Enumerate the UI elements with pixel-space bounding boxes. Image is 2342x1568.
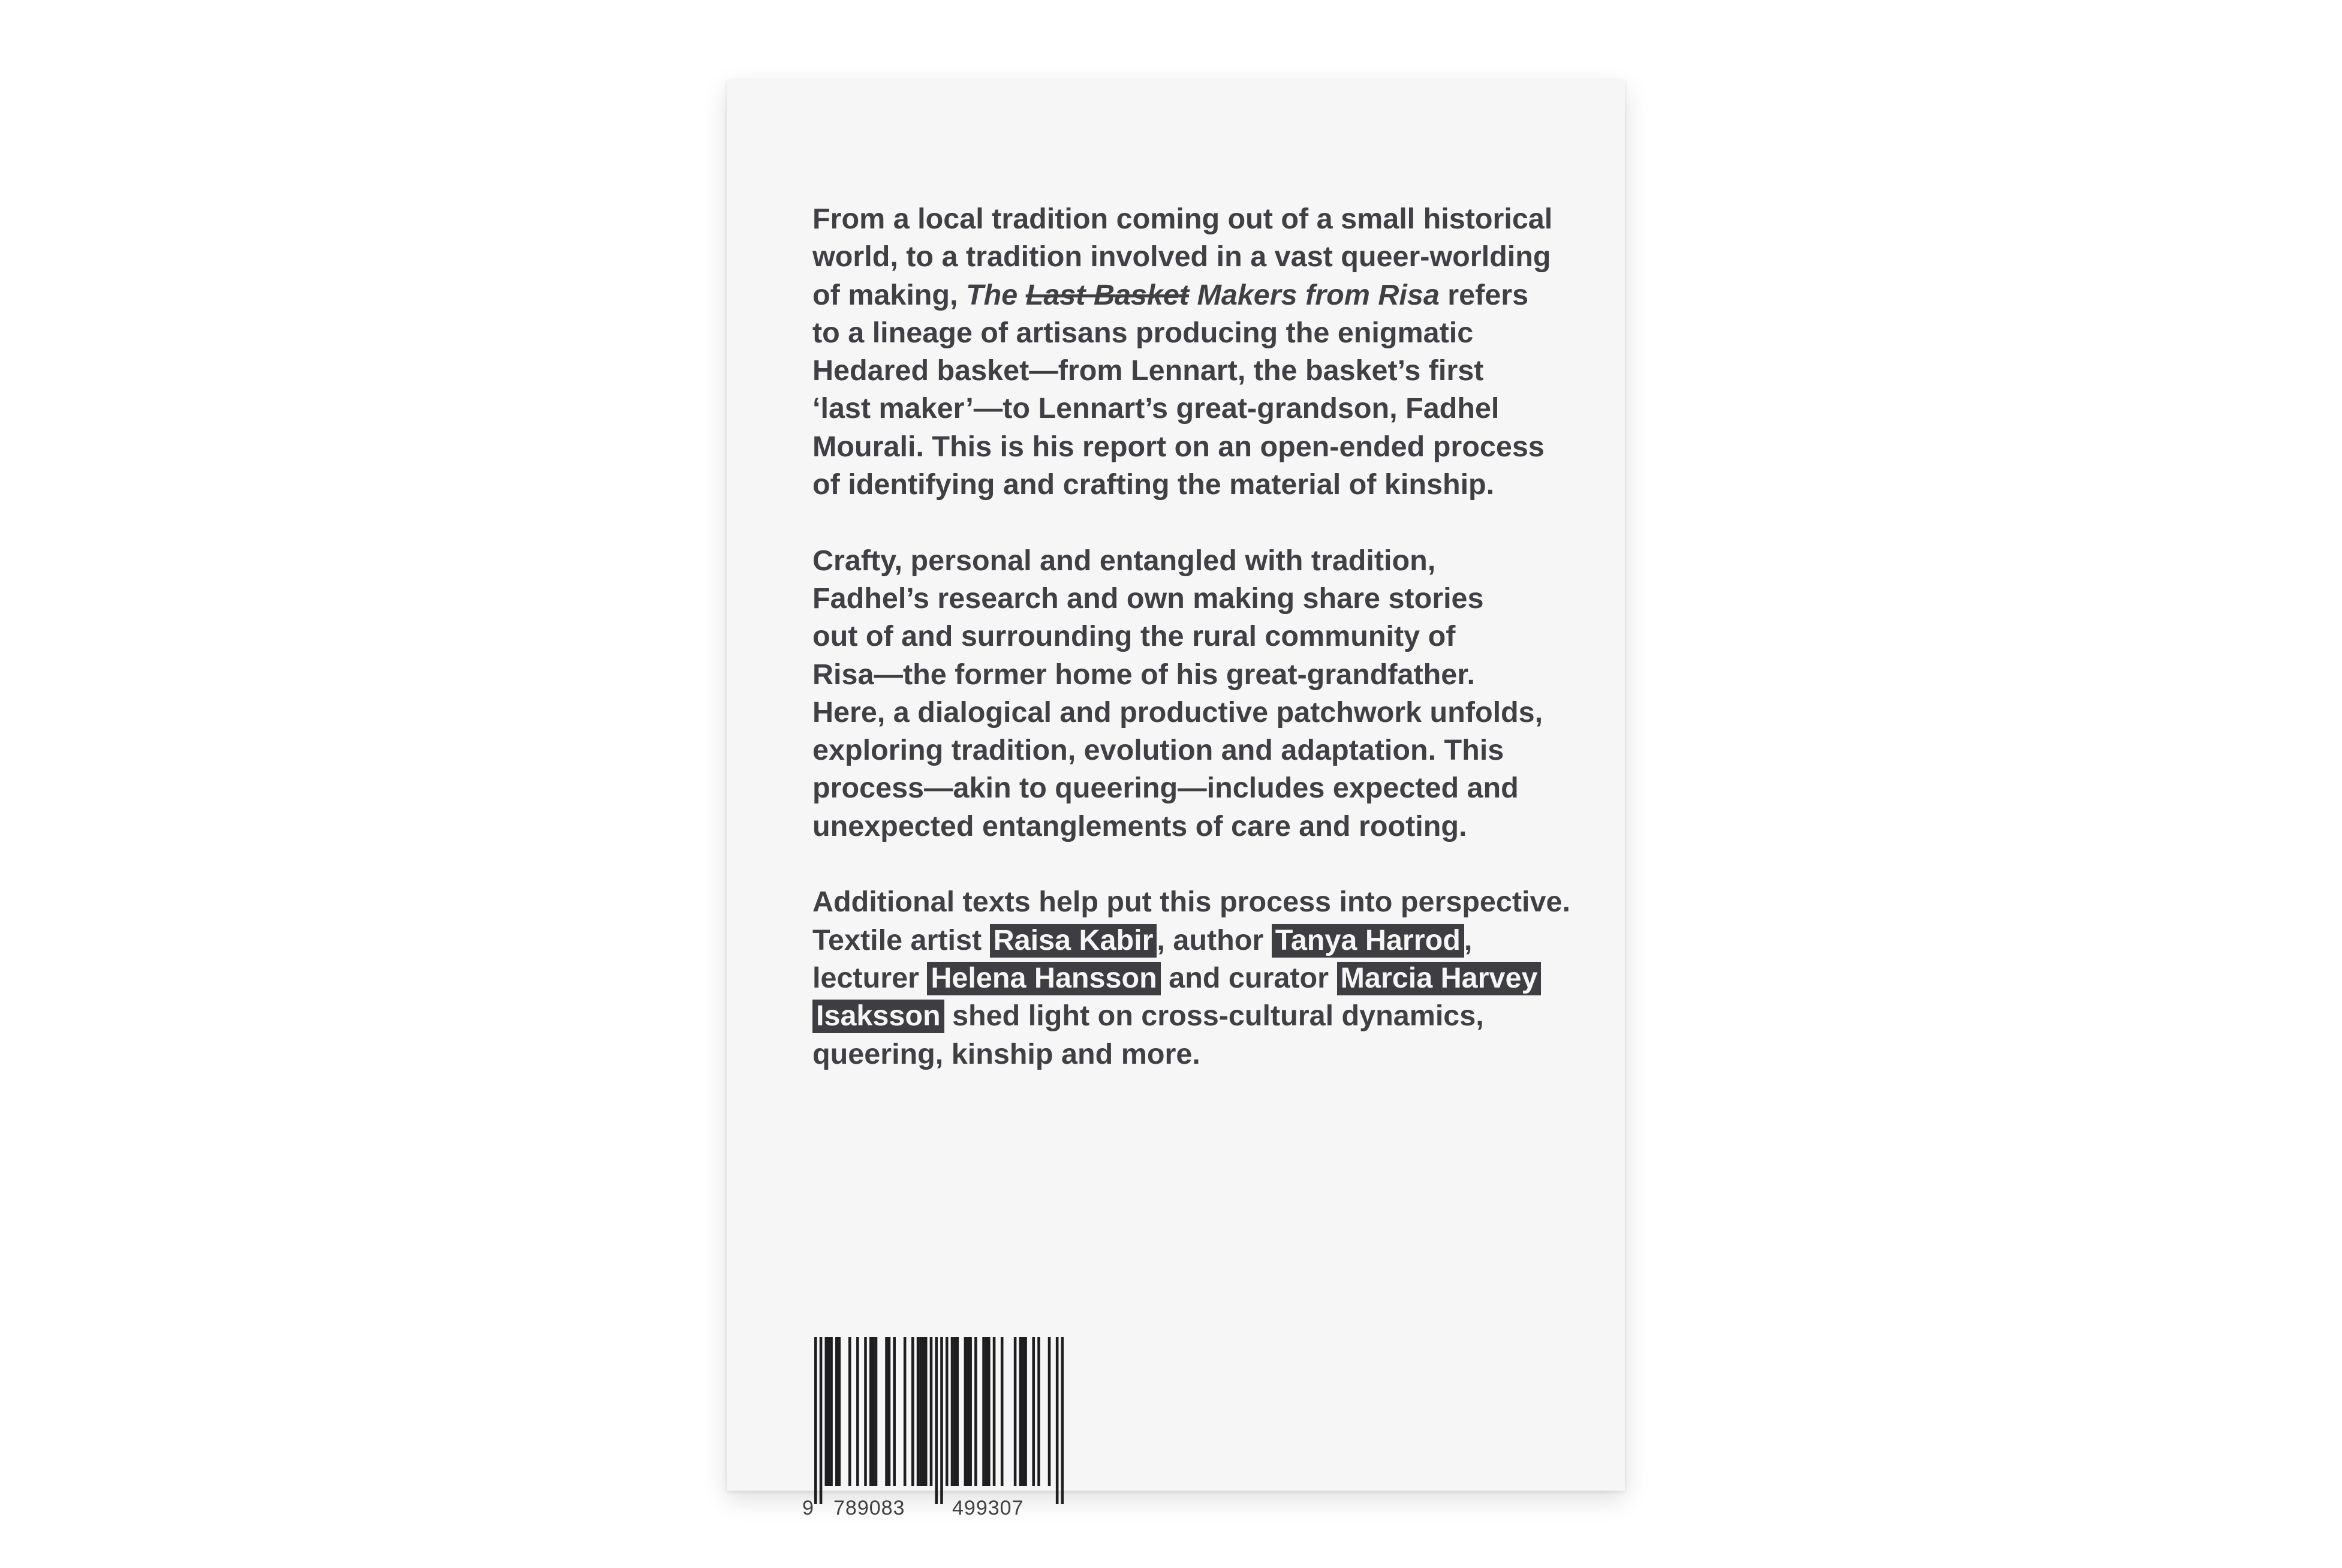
p1-text: of making, (812, 278, 966, 311)
barcode-left-digits: 789083 (833, 1497, 905, 1519)
p3-line-names (812, 959, 1586, 997)
barcode-right-digits: 499307 (952, 1497, 1024, 1519)
barcode-bar (1014, 1337, 1017, 1486)
barcode-bar (919, 1337, 922, 1486)
barcode-bar (922, 1337, 925, 1486)
p1-line: world, to a tradition involved in a vast queer-worlding (812, 240, 1551, 273)
p2-line: Fadhel’s research and own making share stories (812, 582, 1484, 615)
barcode-bar (1019, 1337, 1022, 1486)
barcode-bar (893, 1337, 896, 1486)
isbn-barcode (802, 1337, 1066, 1527)
barcode-bar (964, 1337, 967, 1486)
p2-line: exploring tradition, evolution and adaptation. This (812, 734, 1504, 767)
book-title-struck: Last Basket (1025, 278, 1189, 311)
barcode-bar (872, 1337, 875, 1486)
barcode-bar (1037, 1337, 1040, 1486)
paragraph-3 (812, 883, 1586, 1073)
barcode-bar (969, 1337, 972, 1486)
paragraph-2 (812, 542, 1586, 845)
barcode-bar (911, 1337, 914, 1486)
barcode-bar (953, 1337, 956, 1486)
highlighted-name: Marcia Harvey (1337, 962, 1542, 995)
p3-text: Textile artist (812, 923, 990, 956)
barcode-bar (830, 1337, 833, 1486)
barcode-bar (820, 1337, 823, 1504)
barcode-bar (946, 1337, 949, 1486)
barcode-bar (1001, 1337, 1004, 1486)
p3-line: Additional texts help put this process into perspective. (812, 886, 1570, 919)
barcode-bar (982, 1337, 985, 1486)
p3-text: and curator (1160, 961, 1337, 994)
p3-line-names (812, 997, 1586, 1035)
p3-text: shed light on cross-cultural dynamics, (944, 1000, 1484, 1033)
barcode-bar (917, 1337, 920, 1486)
highlighted-name: Raisa Kabir (990, 924, 1157, 958)
barcode-bar (988, 1337, 991, 1486)
barcode-bar (848, 1337, 851, 1486)
barcode-bar (935, 1337, 938, 1504)
barcode-bar (869, 1337, 872, 1486)
p1-line: ‘last maker’—to Lennart’s great-grandson, Fadhel (812, 392, 1500, 425)
barcode-bar (985, 1337, 988, 1486)
p3-text: , author (1157, 923, 1272, 956)
barcode-bar (956, 1337, 959, 1486)
p1-line: Mourali. This is his report on an open-ended process (812, 430, 1545, 463)
barcode-bar (1056, 1337, 1059, 1504)
barcode-bar (835, 1337, 838, 1486)
p1-line: Hedared basket—from Lennart, the basket’s first (812, 354, 1484, 387)
p2-line: Here, a dialogical and productive patchwork unfolds, (812, 696, 1543, 729)
barcode-bar (967, 1337, 970, 1486)
p1-line: From a local tradition coming out of a small historical (812, 203, 1553, 235)
barcode-bar (951, 1337, 954, 1486)
barcode-bar (827, 1337, 830, 1486)
barcode-bar (1022, 1337, 1025, 1486)
barcode-bar (1024, 1337, 1027, 1486)
p2-line: Crafty, personal and entangled with tradition, (812, 544, 1436, 577)
barcode-bar (940, 1337, 943, 1504)
book-title-rest: Makers from Risa (1188, 278, 1440, 311)
barcode-bar (1032, 1337, 1035, 1486)
barcode-bar (825, 1337, 828, 1486)
barcode-bar (930, 1337, 933, 1486)
barcode-first-digit: 9 (802, 1497, 814, 1519)
p2-line: Risa—the former home of his great-grandfather. (812, 658, 1475, 691)
cover-text (812, 200, 1586, 1111)
barcode-bar (1048, 1337, 1051, 1486)
barcode-bar (888, 1337, 891, 1486)
p3-text: lecturer (812, 961, 928, 994)
barcode-bar (885, 1337, 888, 1486)
highlighted-name: Helena Hansson (927, 962, 1160, 995)
p2-line: unexpected entanglements of care and rooting. (812, 809, 1467, 842)
paragraph-1 (812, 200, 1586, 504)
barcode-bar (904, 1337, 907, 1486)
p2-line: process—akin to queering—includes expected and (812, 772, 1519, 805)
p1-line-title (812, 276, 1586, 314)
barcode-bars (814, 1337, 1064, 1504)
p2-line: out of and surrounding the rural community of (812, 620, 1456, 653)
barcode-bar (993, 1337, 996, 1486)
barcode-bar (974, 1337, 977, 1486)
barcode-bar (838, 1337, 841, 1486)
p3-text: , (1464, 923, 1473, 956)
highlighted-name: Tanya Harrod (1272, 924, 1464, 958)
book-back-cover (727, 80, 1625, 1519)
barcode-bar (814, 1337, 817, 1504)
barcode-bar (875, 1337, 878, 1486)
p3-line: queering, kinship and more. (812, 1037, 1200, 1070)
book-title-the: The (966, 278, 1026, 311)
barcode-bar (864, 1337, 867, 1486)
book-title (966, 279, 1440, 311)
p3-line-names (812, 922, 1586, 959)
barcode-bar (925, 1337, 928, 1486)
highlighted-name: Isaksson (812, 1000, 944, 1033)
barcode-bar (1061, 1337, 1064, 1504)
p1-text: refers (1439, 278, 1529, 311)
p1-line: of identifying and crafting the material of kinship. (812, 468, 1495, 501)
p1-line: to a lineage of artisans producing the enigmatic (812, 316, 1474, 349)
barcode-bar (856, 1337, 859, 1486)
